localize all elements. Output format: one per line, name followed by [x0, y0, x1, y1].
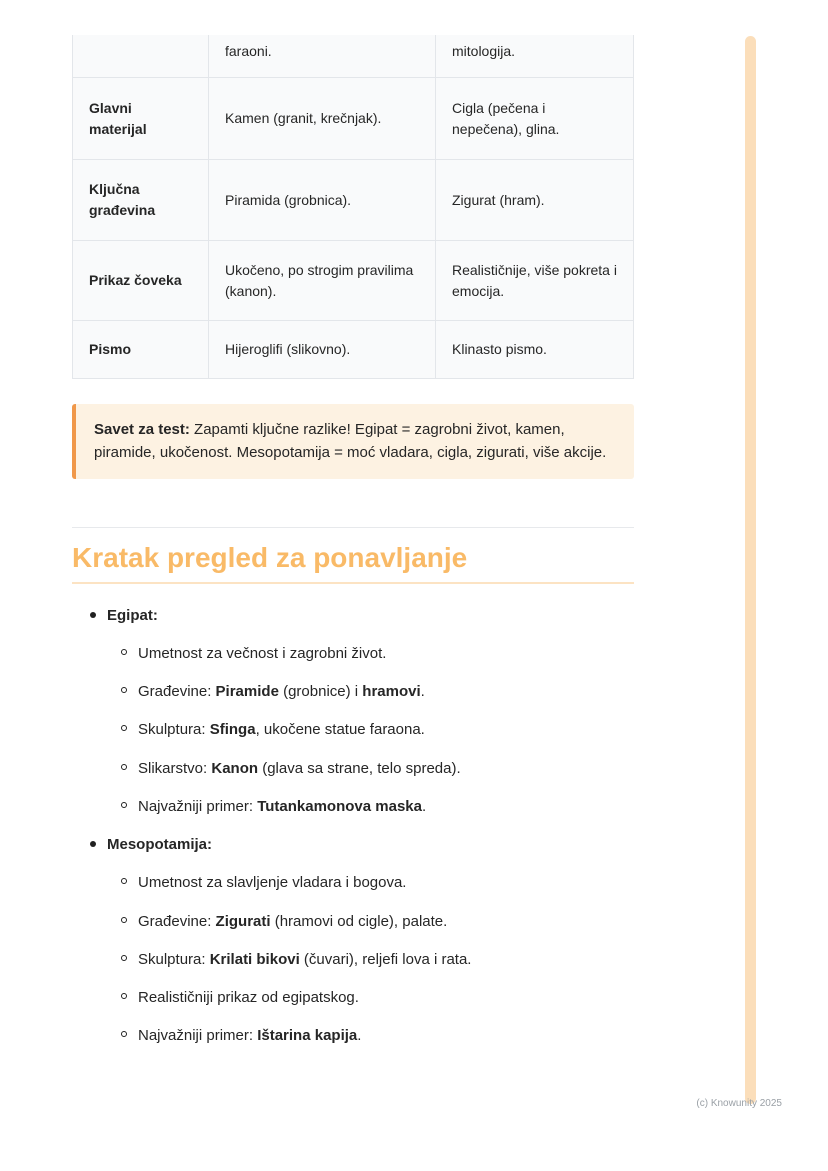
list-item — [121, 1024, 634, 1047]
bullet-circle-icon — [121, 725, 127, 731]
list-item-text: Najvažniji primer: Tutankamonova maska. — [138, 797, 427, 815]
table-cell-mesopotamia: Cigla (pečena i nepečena), glina. — [435, 78, 633, 159]
list-item — [121, 757, 634, 780]
table-cell-mesopotamia: Zigurat (hram). — [435, 160, 633, 240]
group-title-text: Mesopotamija: — [107, 836, 213, 853]
list-item — [121, 718, 634, 741]
list-item — [121, 642, 634, 665]
section-heading: Kratak pregled za ponavljanje — [72, 542, 634, 584]
bullet-circle-icon — [121, 802, 127, 808]
table-cell-egypt: faraoni. — [208, 35, 435, 77]
callout-text: Zapamti ključne razlike! Egipat = zagrobni život, kamen, piramide, ukočenost. Mesopotamija = moć vladara, cigla, zigurati, više akcije. — [94, 421, 607, 462]
outline-group-title — [90, 833, 634, 856]
table-cell-label: Pismo — [73, 321, 208, 378]
list-item-text: Skulptura: Krilati bikovi (čuvari), reljefi lova i rata. — [138, 950, 472, 968]
list-item-text: Građevine: Zigurati (hramovi od cigle), palate. — [138, 912, 448, 930]
bullet-circle-icon — [121, 955, 127, 961]
table-cell-label: Ključna građevina — [73, 160, 208, 240]
table-cell-egypt: Kamen (granit, krečnjak). — [208, 78, 435, 159]
outline-group-title — [90, 604, 634, 627]
tip-callout — [72, 404, 634, 479]
list-item-text: Realističniji prikaz od egipatskog. — [138, 989, 359, 1006]
section-divider — [72, 527, 634, 528]
table-cell-mesopotamia: Realističnije, više pokreta i emocija. — [435, 241, 633, 320]
bullet-circle-icon — [121, 687, 127, 693]
list-item-text: Najvažniji primer: Ištarina kapija. — [138, 1027, 362, 1045]
copyright-footer: (c) Knowunity 2025 — [696, 1098, 782, 1109]
list-item-text: Umetnost za večnost i zagrobni život. — [138, 644, 387, 662]
summary-outline — [72, 604, 634, 1048]
list-item-text: Skulptura: Sfinga, ukočene statue faraona. — [138, 721, 425, 739]
bullet-circle-icon — [121, 993, 127, 999]
list-item — [121, 795, 634, 818]
bullet-circle-icon — [121, 1031, 127, 1037]
table-cell-mesopotamia: Klinasto pismo. — [435, 321, 633, 378]
list-item — [121, 871, 634, 894]
table-cell-label: Prikaz čoveka — [73, 241, 208, 320]
list-item — [121, 910, 634, 933]
document-content — [72, 35, 634, 1063]
table-cell-egypt: Piramida (grobnica). — [208, 160, 435, 240]
table-row — [73, 35, 633, 77]
table-row — [73, 159, 633, 240]
list-item-text: Građevine: Piramide (grobnice) i hramovi. — [138, 683, 425, 700]
bullet-disc-icon — [90, 841, 96, 847]
table-cell-egypt: Hijeroglifi (slikovno). — [208, 321, 435, 378]
bullet-disc-icon — [90, 612, 96, 618]
table-row — [73, 77, 633, 159]
list-item — [121, 986, 634, 1009]
list-item — [121, 680, 634, 703]
table-row — [73, 320, 633, 378]
table-row — [73, 240, 633, 320]
table-cell-label: Glavni materijal — [73, 78, 208, 159]
list-item-text: Slikarstvo: Kanon (glava sa strane, telo spreda). — [138, 759, 461, 777]
list-item — [121, 948, 634, 971]
bullet-circle-icon — [121, 917, 127, 923]
callout-title: Savet za test: — [94, 421, 190, 438]
group-title-text: Egipat: — [107, 606, 158, 624]
comparison-table — [72, 35, 634, 379]
table-cell-label — [73, 35, 208, 77]
bullet-circle-icon — [121, 764, 127, 770]
bullet-circle-icon — [121, 649, 127, 655]
table-cell-mesopotamia: mitologija. — [435, 35, 633, 77]
scrollbar-thumb[interactable] — [745, 36, 756, 1104]
list-item-text: Umetnost za slavljenje vladara i bogova. — [138, 874, 407, 892]
bullet-circle-icon — [121, 878, 127, 884]
table-cell-egypt: Ukočeno, po strogim pravilima (kanon). — [208, 241, 435, 320]
